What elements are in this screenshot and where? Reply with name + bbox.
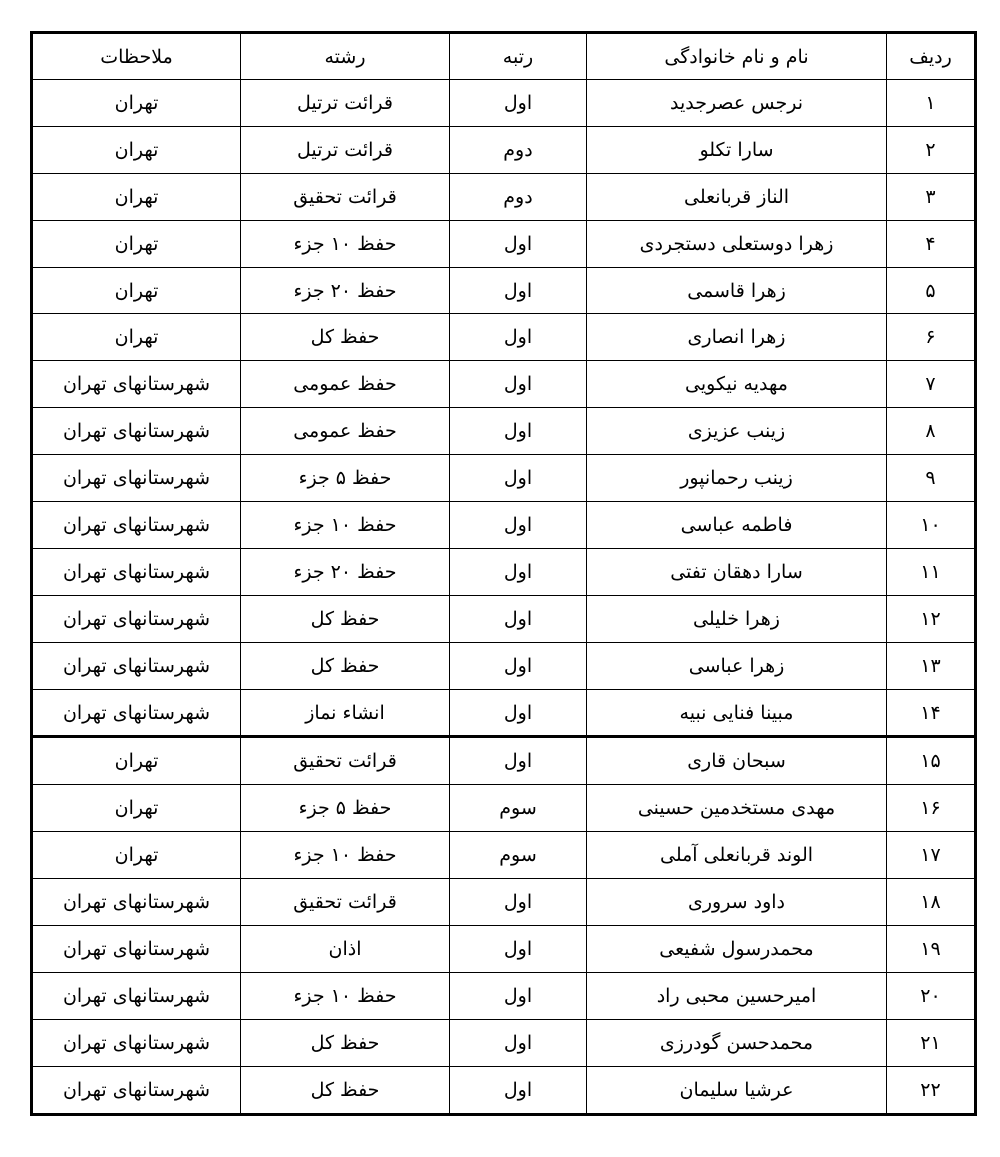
- table-row: [32, 455, 976, 502]
- cell-rank: اول: [450, 502, 587, 549]
- cell-notes: شهرستانهای تهران: [32, 1066, 241, 1114]
- cell-field: حفظ ۱۰ جزء: [241, 502, 450, 549]
- cell-field: قرائت ترتیل: [241, 80, 450, 127]
- cell-notes: تهران: [32, 785, 241, 832]
- table-row: [32, 737, 976, 785]
- cell-field: حفظ ۱۰ جزء: [241, 220, 450, 267]
- cell-field: حفظ عمومی: [241, 361, 450, 408]
- cell-index: ۱۸: [887, 879, 976, 926]
- cell-index: ۱۱: [887, 548, 976, 595]
- cell-name: عرشیا سلیمان: [587, 1066, 887, 1114]
- cell-name: سارا تکلو: [587, 126, 887, 173]
- cell-index: ۱۴: [887, 689, 976, 737]
- cell-name: زینب رحمانپور: [587, 455, 887, 502]
- cell-rank: اول: [450, 408, 587, 455]
- cell-field: انشاء نماز: [241, 689, 450, 737]
- table-row: [32, 972, 976, 1019]
- cell-name: زهرا دوستعلی دستجردی: [587, 220, 887, 267]
- cell-field: قرائت تحقیق: [241, 879, 450, 926]
- cell-field: حفظ کل: [241, 642, 450, 689]
- cell-rank: اول: [450, 926, 587, 973]
- cell-field: اذان: [241, 926, 450, 973]
- cell-notes: شهرستانهای تهران: [32, 455, 241, 502]
- cell-field: حفظ ۵ جزء: [241, 455, 450, 502]
- results-table-container: [30, 31, 967, 1116]
- cell-rank: اول: [450, 595, 587, 642]
- cell-index: ۵: [887, 267, 976, 314]
- cell-rank: اول: [450, 220, 587, 267]
- cell-rank: سوم: [450, 785, 587, 832]
- cell-notes: شهرستانهای تهران: [32, 926, 241, 973]
- table-row: [32, 314, 976, 361]
- cell-name: داود سروری: [587, 879, 887, 926]
- cell-rank: اول: [450, 879, 587, 926]
- cell-field: حفظ ۵ جزء: [241, 785, 450, 832]
- cell-rank: اول: [450, 972, 587, 1019]
- cell-notes: تهران: [32, 173, 241, 220]
- cell-notes: تهران: [32, 126, 241, 173]
- cell-name: مهدی مستخدمین حسینی: [587, 785, 887, 832]
- cell-index: ۲: [887, 126, 976, 173]
- cell-index: ۲۲: [887, 1066, 976, 1114]
- cell-index: ۱۲: [887, 595, 976, 642]
- cell-name: نرجس عصرجدید: [587, 80, 887, 127]
- cell-index: ۸: [887, 408, 976, 455]
- table-row: [32, 220, 976, 267]
- cell-index: ۱۳: [887, 642, 976, 689]
- cell-rank: سوم: [450, 832, 587, 879]
- table-row: [32, 548, 976, 595]
- table-row: [32, 879, 976, 926]
- cell-field: حفظ ۲۰ جزء: [241, 267, 450, 314]
- cell-field: حفظ کل: [241, 595, 450, 642]
- table-row: [32, 126, 976, 173]
- cell-index: ۱۹: [887, 926, 976, 973]
- cell-name: امیرحسین محبی راد: [587, 972, 887, 1019]
- cell-index: ۴: [887, 220, 976, 267]
- table-body: [32, 80, 976, 1115]
- cell-name: محمدحسن گودرزی: [587, 1019, 887, 1066]
- cell-index: ۱۶: [887, 785, 976, 832]
- cell-name: سارا دهقان تفتی: [587, 548, 887, 595]
- cell-rank: اول: [450, 80, 587, 127]
- cell-rank: اول: [450, 737, 587, 785]
- cell-notes: شهرستانهای تهران: [32, 642, 241, 689]
- cell-notes: تهران: [32, 220, 241, 267]
- cell-name: الوند قربانعلی آملی: [587, 832, 887, 879]
- cell-field: حفظ ۱۰ جزء: [241, 832, 450, 879]
- cell-notes: شهرستانهای تهران: [32, 972, 241, 1019]
- cell-index: ۲۱: [887, 1019, 976, 1066]
- table-row: [32, 361, 976, 408]
- cell-name: سبحان قاری: [587, 737, 887, 785]
- header-field: رشته: [241, 33, 450, 80]
- cell-notes: شهرستانهای تهران: [32, 879, 241, 926]
- cell-notes: تهران: [32, 80, 241, 127]
- cell-rank: دوم: [450, 173, 587, 220]
- table-row: [32, 80, 976, 127]
- results-table: [30, 31, 977, 1116]
- cell-name: محمدرسول شفیعی: [587, 926, 887, 973]
- cell-index: ۲۰: [887, 972, 976, 1019]
- cell-notes: شهرستانهای تهران: [32, 1019, 241, 1066]
- table-row: [32, 595, 976, 642]
- cell-rank: اول: [450, 1066, 587, 1114]
- table-row: [32, 1066, 976, 1114]
- header-notes: ملاحظات: [32, 33, 241, 80]
- table-row: [32, 1019, 976, 1066]
- cell-notes: تهران: [32, 832, 241, 879]
- cell-notes: تهران: [32, 737, 241, 785]
- cell-rank: اول: [450, 689, 587, 737]
- cell-index: ۱: [887, 80, 976, 127]
- table-row: [32, 689, 976, 737]
- cell-rank: اول: [450, 548, 587, 595]
- cell-field: حفظ کل: [241, 1019, 450, 1066]
- cell-index: ۹: [887, 455, 976, 502]
- cell-field: قرائت ترتیل: [241, 126, 450, 173]
- cell-notes: شهرستانهای تهران: [32, 595, 241, 642]
- table-row: [32, 173, 976, 220]
- cell-field: قرائت تحقیق: [241, 737, 450, 785]
- cell-field: حفظ عمومی: [241, 408, 450, 455]
- cell-notes: شهرستانهای تهران: [32, 689, 241, 737]
- cell-index: ۶: [887, 314, 976, 361]
- cell-name: زهرا عباسی: [587, 642, 887, 689]
- cell-rank: اول: [450, 314, 587, 361]
- cell-name: زهرا انصاری: [587, 314, 887, 361]
- table-row: [32, 832, 976, 879]
- table-row: [32, 785, 976, 832]
- table-row: [32, 267, 976, 314]
- table-row: [32, 926, 976, 973]
- cell-name: زهرا خلیلی: [587, 595, 887, 642]
- cell-notes: تهران: [32, 314, 241, 361]
- cell-name: مبینا فنایی نبیه: [587, 689, 887, 737]
- table-row: [32, 408, 976, 455]
- header-name: نام و نام خانوادگی: [587, 33, 887, 80]
- cell-index: ۱۵: [887, 737, 976, 785]
- cell-field: حفظ کل: [241, 314, 450, 361]
- cell-field: قرائت تحقیق: [241, 173, 450, 220]
- cell-index: ۷: [887, 361, 976, 408]
- cell-name: زینب عزیزی: [587, 408, 887, 455]
- cell-name: فاطمه عباسی: [587, 502, 887, 549]
- cell-field: حفظ ۱۰ جزء: [241, 972, 450, 1019]
- header-index: ردیف: [887, 33, 976, 80]
- cell-rank: اول: [450, 455, 587, 502]
- cell-rank: دوم: [450, 126, 587, 173]
- table-row: [32, 642, 976, 689]
- cell-rank: اول: [450, 1019, 587, 1066]
- cell-field: حفظ کل: [241, 1066, 450, 1114]
- cell-rank: اول: [450, 267, 587, 314]
- cell-name: مهدیه نیکویی: [587, 361, 887, 408]
- header-rank: رتبه: [450, 33, 587, 80]
- cell-index: ۱۷: [887, 832, 976, 879]
- cell-notes: تهران: [32, 267, 241, 314]
- cell-rank: اول: [450, 361, 587, 408]
- table-header-row: [32, 33, 976, 80]
- cell-name: الناز قربانعلی: [587, 173, 887, 220]
- cell-index: ۳: [887, 173, 976, 220]
- cell-notes: شهرستانهای تهران: [32, 502, 241, 549]
- cell-notes: شهرستانهای تهران: [32, 361, 241, 408]
- cell-rank: اول: [450, 642, 587, 689]
- cell-notes: شهرستانهای تهران: [32, 408, 241, 455]
- table-row: [32, 502, 976, 549]
- cell-name: زهرا قاسمی: [587, 267, 887, 314]
- cell-field: حفظ ۲۰ جزء: [241, 548, 450, 595]
- cell-notes: شهرستانهای تهران: [32, 548, 241, 595]
- cell-index: ۱۰: [887, 502, 976, 549]
